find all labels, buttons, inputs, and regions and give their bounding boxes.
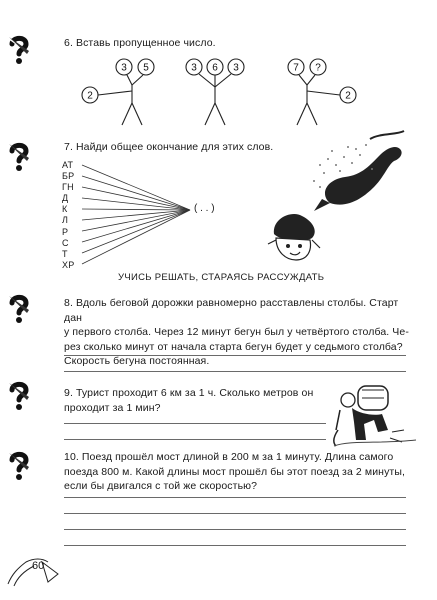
syllable: БР [62, 171, 75, 182]
syllable: ХР [62, 259, 75, 270]
figure-2-top-c: 3 [233, 62, 239, 74]
figure-1-left: 2 [87, 90, 93, 102]
page-number: 60 [32, 560, 45, 572]
thinking-question-icon [6, 380, 32, 410]
answer-line[interactable] [64, 439, 326, 440]
answer-line[interactable] [64, 513, 406, 514]
answer-line[interactable] [64, 529, 406, 530]
figure-2-top-b: 6 [212, 62, 218, 74]
syllable: Д [62, 193, 69, 204]
section-heading: УЧИСЬ РЕШАТЬ, СТАРАЯСЬ РАССУЖДАТЬ [118, 272, 325, 283]
gnome-illustration [262, 208, 324, 266]
answer-line[interactable] [64, 497, 406, 498]
answer-line[interactable] [64, 423, 326, 424]
answer-line[interactable] [64, 355, 406, 356]
task-9-line: 9. Турист проходит 6 км за 1 ч. Сколько метров он [64, 387, 314, 399]
task-10-text [64, 450, 414, 494]
task-8-text [64, 296, 414, 369]
page-number-badge [4, 552, 64, 592]
figure-1-top-right: 5 [143, 62, 149, 74]
syllable: ГН [62, 182, 74, 193]
task-10-line: 10. Поезд прошёл мост длиной в 200 м за 1 минуту. Длина самого [64, 451, 394, 463]
task-6-figures [60, 55, 380, 127]
task-6-text: 6. Вставь пропущенное число. [64, 37, 216, 49]
syllable: Р [62, 226, 69, 237]
task-10-line: если бы двигался с той же скоростью? [64, 480, 258, 492]
figure-2-top-a: 3 [191, 62, 197, 74]
thinking-question-icon [6, 293, 32, 323]
syllable: С [62, 237, 69, 248]
thinking-question-icon [6, 34, 32, 64]
task-7-text: 7. Найди общее окончание для этих слов. [64, 141, 274, 153]
hiker-illustration [330, 380, 420, 450]
thinking-question-icon [6, 141, 32, 171]
task-9-line: проходит за 1 мин? [64, 401, 161, 414]
task-9-text [64, 386, 344, 415]
syllable-fan-lines [80, 158, 200, 273]
ending-placeholder: ( . . ) [194, 203, 215, 214]
seal-illustration [300, 125, 412, 215]
task-8-line: Скорость бегуна постоянная. [64, 355, 210, 367]
task-8-line: у первого столба. Через 12 минут бегун был у четвёртого столба. Че- [64, 326, 409, 338]
figure-1-top-left: 3 [121, 62, 127, 74]
thinking-question-icon [6, 450, 32, 480]
syllable: Т [62, 248, 68, 259]
syllable: Л [62, 215, 69, 226]
figure-3-top-right: ? [315, 62, 321, 74]
answer-line[interactable] [64, 371, 406, 372]
task-8-line: рез сколько минут от начала старта бегун будет у седьмого столба? [64, 340, 403, 353]
task-8-line: 8. Вдоль беговой дорожки равномерно расставлены столбы. Старт дан [64, 297, 399, 324]
figure-3-right: 2 [345, 90, 351, 102]
task-10-line: поезда 800 м. Какой длины мост прошёл бы этот поезд за 2 минуты, [64, 465, 405, 478]
figure-3-top-left: 7 [293, 62, 299, 74]
syllable: АТ [62, 160, 74, 170]
answer-line[interactable] [64, 545, 406, 546]
syllable: К [62, 204, 68, 215]
